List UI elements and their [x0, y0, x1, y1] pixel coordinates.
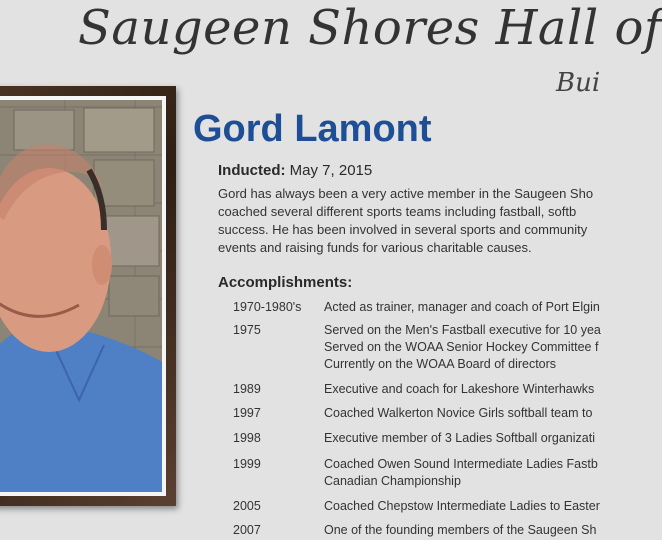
accomplishment-year: 1975 — [233, 323, 261, 337]
portrait-mat — [0, 96, 166, 496]
accomplishments-heading: Accomplishments: — [218, 274, 353, 291]
bio-line: success. He has been involved in several sports and community — [218, 222, 588, 237]
accomplishment-text: Canadian Championship — [324, 474, 461, 488]
inducted-line — [218, 162, 372, 179]
accomplishment-year: 1989 — [233, 382, 261, 396]
inducted-date: May 7, 2015 — [289, 162, 373, 179]
bio-line: events and raising funds for various charitable causes. — [218, 240, 532, 255]
accomplishment-year: 1998 — [233, 431, 261, 445]
accomplishment-text: Served on the Men's Fastball executive for 10 yea — [324, 323, 601, 337]
accomplishment-text: Currently on the WOAA Board of directors — [324, 357, 557, 371]
accomplishment-text: Executive member of 3 Ladies Softball organizati — [324, 431, 595, 445]
accomplishment-year: 1997 — [233, 406, 261, 420]
bio-line: Gord has always been a very active member in the Saugeen Sho — [218, 186, 594, 201]
portrait-frame — [0, 86, 176, 506]
accomplishment-year: 1999 — [233, 457, 261, 471]
accomplishment-year: 2007 — [233, 523, 261, 537]
bio-line: coached several different sports teams including fastball, softb — [218, 204, 577, 219]
portrait-photo — [0, 100, 162, 492]
accomplishment-text: Acted as trainer, manager and coach of Port Elgin — [324, 300, 600, 314]
accomplishment-text: Served on the WOAA Senior Hockey Committee f — [324, 340, 599, 354]
inductee-name: Gord Lamont — [193, 108, 432, 150]
accomplishment-year: 1970-1980's — [233, 300, 302, 314]
accomplishment-text: One of the founding members of the Saugeen Sh — [324, 523, 597, 537]
accomplishment-text: Coached Walkerton Novice Girls softball team to — [324, 406, 593, 420]
page-title: Saugeen Shores Hall of — [78, 0, 662, 56]
page-subtitle: Bui — [556, 68, 601, 98]
accomplishment-text: Coached Chepstow Intermediate Ladies to Easter — [324, 499, 600, 513]
inducted-label: Inducted: — [218, 162, 286, 179]
accomplishment-text: Executive and coach for Lakeshore Winterhawks — [324, 382, 595, 396]
bio-paragraph — [218, 185, 658, 257]
accomplishment-text: Coached Owen Sound Intermediate Ladies Fastb — [324, 457, 598, 471]
accomplishment-year: 2005 — [233, 499, 261, 513]
